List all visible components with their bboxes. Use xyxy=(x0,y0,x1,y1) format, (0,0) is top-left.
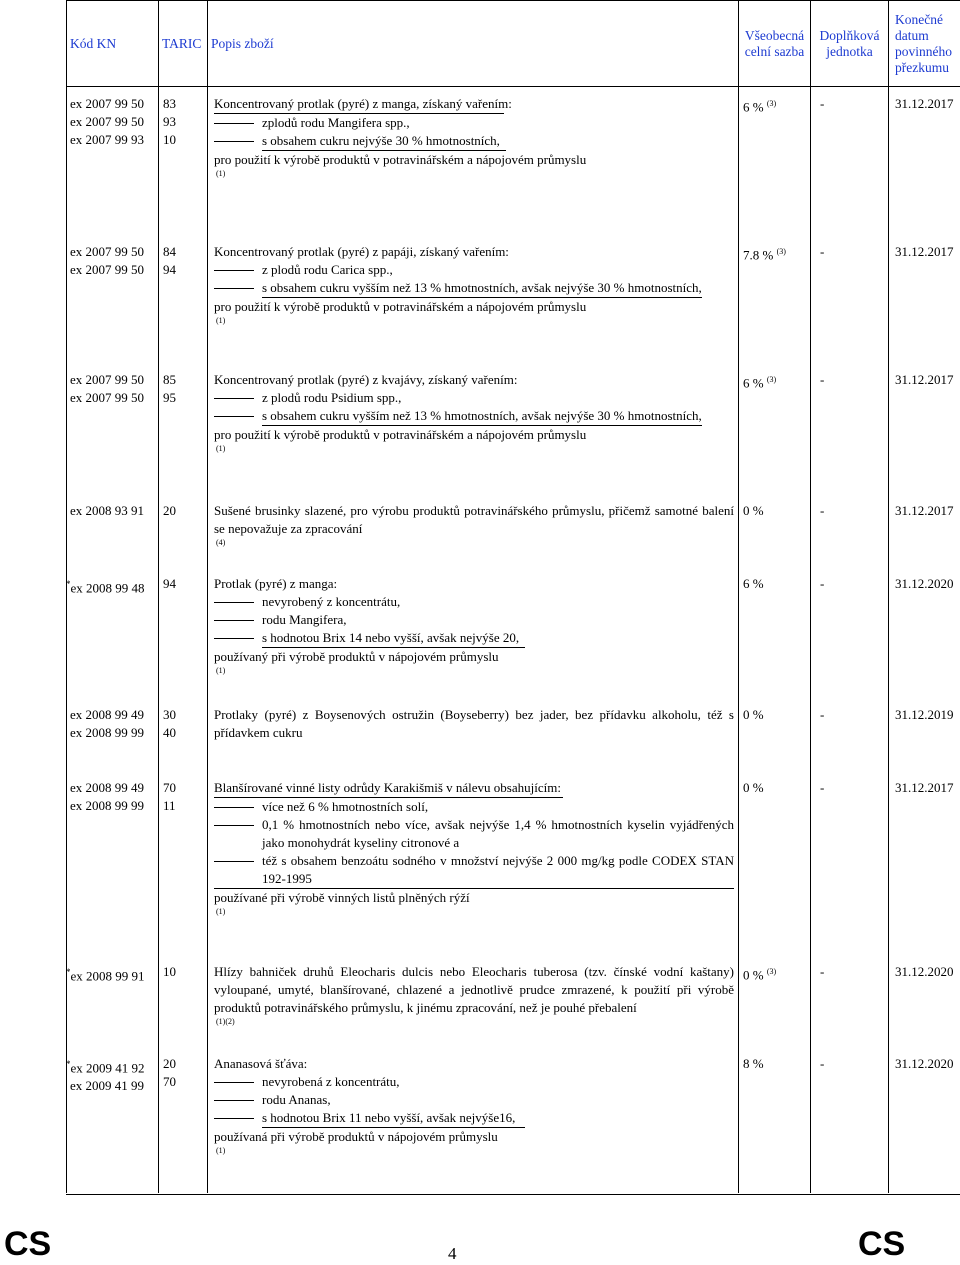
date-cell: 31.12.2017 xyxy=(895,244,954,259)
description-dash-item: s obsahem cukru vyšším než 13 % hmotnostních, avšak nejvýše 30 % hmotnostních, xyxy=(214,279,734,298)
rate-cell: 6 % xyxy=(743,576,764,591)
cn-code-cell: ex 2008 99 49 ex 2008 99 99 xyxy=(70,707,145,740)
date-cell: 31.12.2020 xyxy=(895,964,954,979)
description-dash-item: s obsahem cukru nejvýše 30 % hmotnostních, xyxy=(214,132,734,151)
column-divider xyxy=(888,0,889,1193)
description-dash-item: též s obsahem benzoátu sodného v množství nejvýše 2 000 mg/kg podle CODEX STAN 192-1995 xyxy=(214,852,734,889)
taric-cell: 70 11 xyxy=(163,780,176,813)
description-dash-item: nevyrobený z koncentrátu, xyxy=(214,593,734,611)
language-code-left: CS xyxy=(4,1225,52,1263)
description-dash-item: více než 6 % hmotnostních solí, xyxy=(214,798,734,816)
cn-code-cell: ex 2008 99 49 ex 2008 99 99 xyxy=(70,780,145,813)
description-text: Sušené brusinky slazené, pro výrobu produktů potravinářského průmyslu, přičemž samotné balení se nepovažuje za zpracování xyxy=(214,503,734,536)
description-dash-item: s obsahem cukru vyšším než 13 % hmotnostních, avšak nejvýše 30 % hmotnostních, xyxy=(214,407,734,426)
rate-cell: 0 % xyxy=(743,707,764,722)
rate-cell: 0 % $^{(3)}$ xyxy=(743,967,777,983)
unit-cell: - xyxy=(820,1056,825,1071)
cn-code-cell: ex 2007 99 50 ex 2007 99 50 ex 2007 99 93 xyxy=(70,96,145,147)
rate-cell: 0 % xyxy=(743,780,764,795)
taric-cell: 83 93 10 xyxy=(163,96,176,147)
taric-cell: 84 94 xyxy=(163,244,176,277)
date-cell: 31.12.2017 xyxy=(895,503,954,518)
date-cell: 31.12.2019 xyxy=(895,707,954,722)
rate-cell: 6 % $^{(3)}$ xyxy=(743,375,777,391)
date-cell: 31.12.2020 xyxy=(895,576,954,591)
footnote-ref: (1)(2) xyxy=(216,1017,235,1026)
language-code-right: CS xyxy=(858,1225,906,1263)
description-cell xyxy=(214,963,734,1027)
description-dash-item: rodu Ananas, xyxy=(214,1091,734,1109)
cn-code-cell: *ex 2008 99 48 xyxy=(66,579,145,596)
unit-cell: - xyxy=(820,503,825,518)
description-use: používaný při výrobě produktů v nápojovém průmyslu xyxy=(214,649,499,664)
description-dash-item: z plodů rodu Carica spp., xyxy=(214,261,734,279)
description-title: Blanšírované vinné listy odrůdy Karakišmiš v nálevu obsahujícím: xyxy=(214,779,734,798)
description-title: Protlak (pyré) z manga: xyxy=(214,576,338,591)
description-cell xyxy=(214,95,734,179)
taric-cell: 30 40 xyxy=(163,707,176,740)
header-sazba: Všeobecná celní sazba xyxy=(744,28,805,59)
amendment-star: * xyxy=(66,579,71,589)
description-cell xyxy=(214,779,734,917)
cn-code-cell: *ex 2008 99 91 xyxy=(66,967,145,984)
header-taric: TARIC xyxy=(162,36,202,51)
column-divider xyxy=(738,0,739,1193)
date-cell: 31.12.2017 xyxy=(895,96,954,111)
description-dash-item: rodu Mangifera, xyxy=(214,611,734,629)
description-use: používané při výrobě vinných listů plněných rýží xyxy=(214,890,470,905)
header-popis: Popis zboží xyxy=(211,36,274,51)
taric-cell: 20 70 xyxy=(163,1056,176,1089)
footnote-ref: (1) xyxy=(216,169,226,178)
description-dash-item: z plodů rodu Psidium spp., xyxy=(214,389,734,407)
footnote-ref: (4) xyxy=(216,538,226,547)
footnote-ref: (1) xyxy=(216,907,226,916)
description-cell xyxy=(214,371,734,454)
description-text: Protlaky (pyré) z Boysenových ostružin (Boyseberry) bez jader, bez přídavku alkoholu, též s přídavkem cukru xyxy=(214,707,734,740)
description-cell xyxy=(214,502,734,548)
footnote-ref: (1) xyxy=(216,1146,226,1155)
rate-cell: 8 % xyxy=(743,1056,764,1071)
taric-cell: 20 xyxy=(163,503,176,518)
column-divider xyxy=(207,0,208,1193)
unit-cell: - xyxy=(820,964,825,979)
description-title: Koncentrovaný protlak (pyré) z kvajávy, získaný vařením: xyxy=(214,372,518,387)
date-cell: 31.12.2020 xyxy=(895,1056,954,1071)
unit-cell: - xyxy=(820,244,825,259)
description-dash-item: zplodů rodu Mangifera spp., xyxy=(214,114,734,132)
cn-code-cell: ex 2007 99 50 ex 2007 99 50 xyxy=(70,372,145,405)
header-datum: Konečné datum povinného přezkumu xyxy=(895,12,952,75)
footnote-ref: (1) xyxy=(216,666,226,675)
column-divider xyxy=(810,0,811,1193)
description-cell xyxy=(214,575,734,676)
description-use: používaná při výrobě produktů v nápojovém průmyslu xyxy=(214,1129,498,1144)
description-use: pro použití k výrobě produktů v potravinářském a nápojovém průmyslu xyxy=(214,299,587,314)
cn-code-cell: ex 2008 93 91 xyxy=(70,503,145,518)
date-cell: 31.12.2017 xyxy=(895,780,954,795)
amendment-star: * xyxy=(66,967,71,977)
column-divider xyxy=(158,0,159,1193)
description-use: pro použití k výrobě produktů v potravinářském a nápojovém průmyslu xyxy=(214,427,587,442)
header-kod-kn: Kód KN xyxy=(70,36,117,51)
date-cell: 31.12.2017 xyxy=(895,372,954,387)
description-cell xyxy=(214,706,734,742)
rate-cell: 7.8 % $^{(3)}$ xyxy=(743,247,786,263)
taric-cell: 94 xyxy=(163,576,176,591)
description-title: Koncentrovaný protlak (pyré) z manga, získaný vařením: xyxy=(214,95,734,114)
description-title: Ananasová šťáva: xyxy=(214,1056,308,1071)
cn-code-cell: ex 2007 99 50 ex 2007 99 50 xyxy=(70,244,145,277)
description-dash-item: s hodnotou Brix 11 nebo vyšší, avšak nejvýše16, xyxy=(214,1109,734,1128)
footnote-ref: (1) xyxy=(216,316,226,325)
header-jednotka: Doplňková jednotka xyxy=(819,28,880,59)
page-number: 4 xyxy=(448,1244,457,1263)
taric-cell: 10 xyxy=(163,964,176,979)
unit-cell: - xyxy=(820,576,825,591)
description-dash-item: s hodnotou Brix 14 nebo vyšší, avšak nejvýše 20, xyxy=(214,629,734,648)
taric-cell: 85 95 xyxy=(163,372,176,405)
description-cell xyxy=(214,1055,734,1156)
rate-cell: 6 % $^{(3)}$ xyxy=(743,99,777,115)
rate-cell: 0 % xyxy=(743,503,764,518)
unit-cell: - xyxy=(820,707,825,722)
description-title: Koncentrovaný protlak (pyré) z papáji, získaný vařením: xyxy=(214,244,509,259)
description-text: Hlízy bahniček druhů Eleocharis dulcis nebo Eleocharis tuberosa (tzv. čínské vodní kaštany) vyloupané, umyté, blanšírované, chlazené a jednotlivě prudce zmrazené, k použití při výrobě produktů potravinářského průmyslu, k jinému zpracování, než je pouhé přebalení xyxy=(214,964,734,1015)
unit-cell: - xyxy=(820,96,825,111)
description-dash-item: 0,1 % hmotnostních nebo více, avšak nejvýše 1,4 % hmotnostních kyselin vyjádřených jako monohydrát kyseliny citronové a xyxy=(214,816,734,852)
unit-cell: - xyxy=(820,372,825,387)
footnote-ref: (1) xyxy=(216,444,226,453)
description-use: pro použití k výrobě produktů v potravinářském a nápojovém průmyslu xyxy=(214,152,587,167)
description-dash-item: nevyrobená z koncentrátu, xyxy=(214,1073,734,1091)
header-separator xyxy=(66,86,960,87)
unit-cell: - xyxy=(820,780,825,795)
description-cell xyxy=(214,243,734,326)
amendment-star: * xyxy=(66,1059,71,1069)
cn-code-cell: *ex 2009 41 92 ex 2009 41 99 xyxy=(66,1059,145,1094)
